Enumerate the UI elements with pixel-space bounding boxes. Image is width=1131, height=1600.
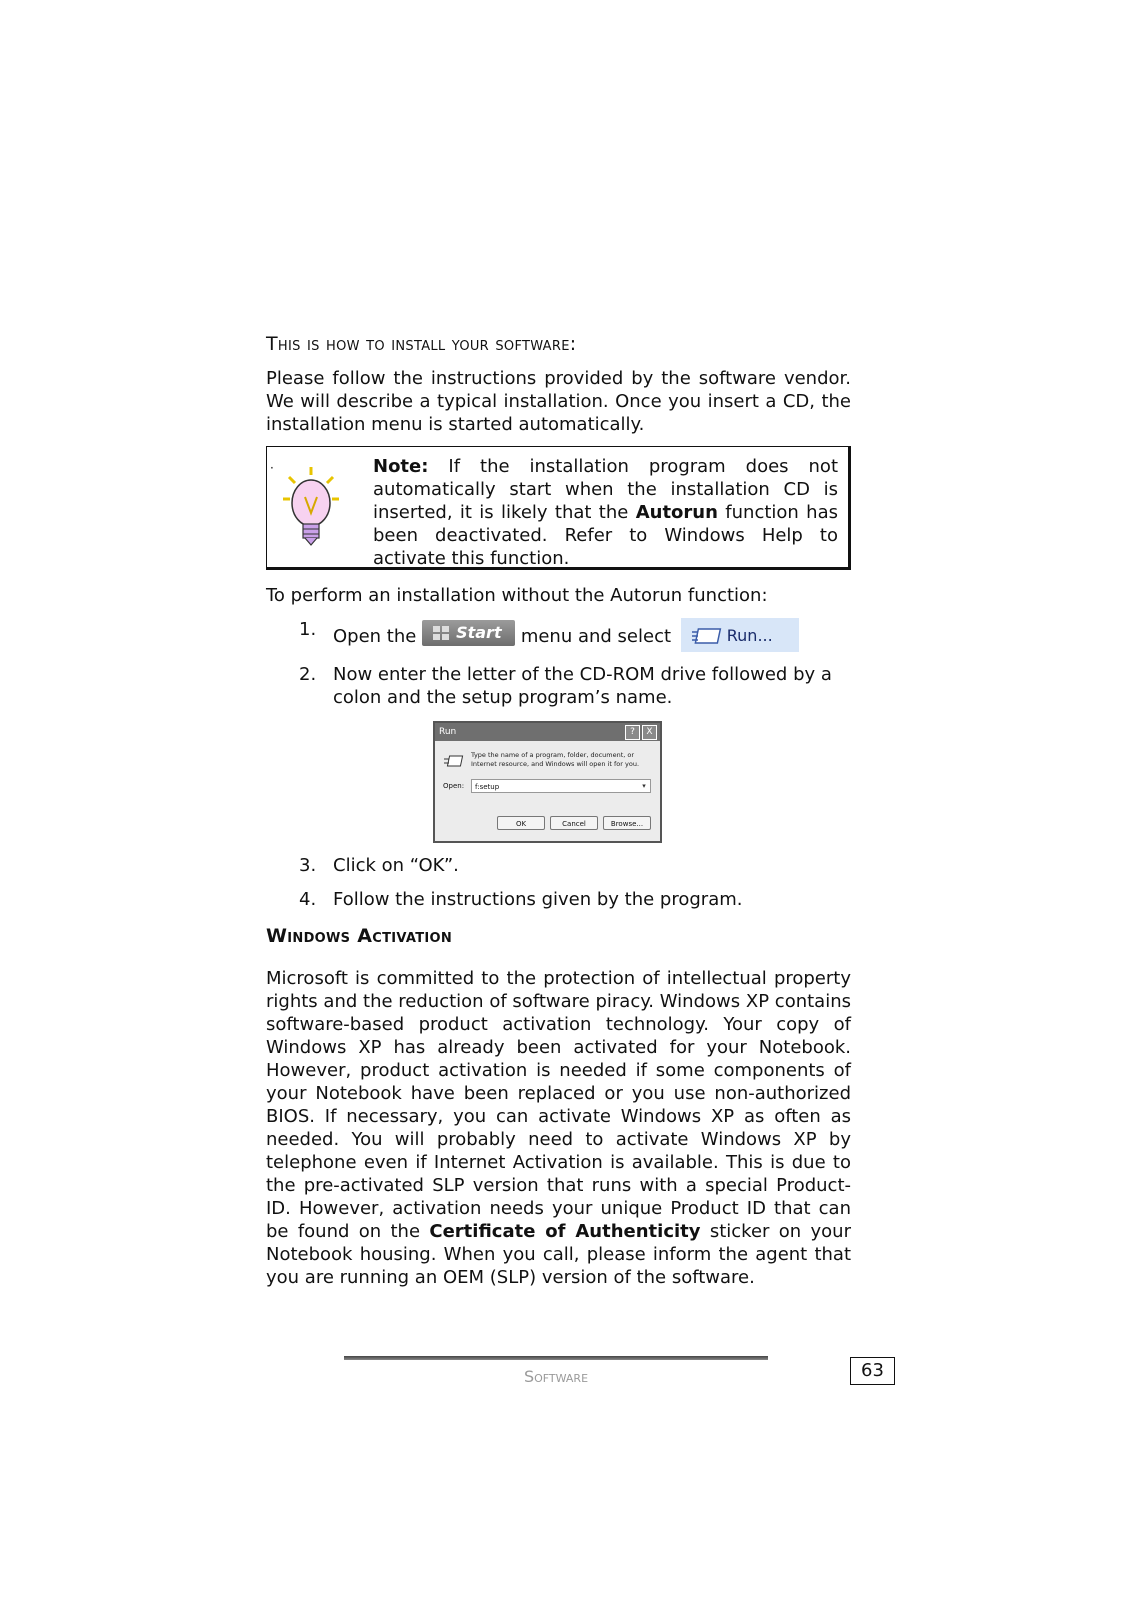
certificate-term: Certificate of Authenticity — [429, 1221, 701, 1242]
list-item: 1. Open the Start menu and select Run... — [266, 618, 851, 652]
dialog-description: Type the name of a program, folder, document, or Internet resource, and Windows will open it for you. — [471, 751, 640, 768]
note-label: Note: — [373, 456, 429, 477]
dialog-title: Run ? X — [435, 723, 660, 741]
run-menu-item-image: Run... — [681, 618, 799, 652]
cancel-button: Cancel — [550, 816, 598, 830]
note-box: · Note: If the installation program does not automatically start when the installation CD is inserted, it is likely that the Autorun function has been deactivated. Refer to Windows Help to activate this function. — [266, 446, 851, 570]
run-icon — [691, 626, 723, 646]
activation-paragraph: Microsoft is committed to the protection of intellectual property rights and the reduction of software piracy. Windows XP contains software-based product activation technology. Your copy of Windows XP has already been activated for your Notebook. However, product activation is needed if some components of your Notebook have been replaced or you use non-authorized BIOS. If necessary, you can activate Windows XP as often as needed. You will probably need to activate Windows XP by telephone even if Internet Activation is available. This is due to the pre-activated SLP version that runs with a special Product-ID. However, activation needs your unique Product ID that can be found on the Certificate of Authenticity sticker on your Notebook housing. When you call, please inform the agent that you are running an OEM (SLP) version of the software. — [266, 968, 851, 1288]
run-icon — [444, 754, 464, 768]
page-content — [266, 333, 851, 1289]
activation-heading: Windows Activation — [266, 925, 453, 947]
footer-rule — [344, 1356, 768, 1360]
list-item: 3. Click on “OK”. — [299, 855, 459, 876]
page-number: 63 — [850, 1357, 895, 1385]
list-item: 4. Follow the instructions given by the program. — [299, 889, 743, 910]
start-button-image: Start — [422, 620, 515, 646]
lightbulb-icon — [281, 465, 341, 555]
intro-paragraph: Please follow the instructions provided by the software vendor. We will describe a typical installation. Once you insert a CD, the installation menu is started automatically. — [266, 368, 851, 435]
close-icon: X — [642, 725, 657, 740]
ok-button: OK — [497, 816, 545, 830]
open-field: f:setup ▾ — [471, 779, 651, 793]
note-text: Note: If the installation program does not automatically start when the installation CD is inserted, it is likely that the Autorun function has been deactivated. Refer to Windows Help to activate this function. — [373, 456, 838, 569]
run-dialog-screenshot — [433, 721, 662, 843]
help-icon: ? — [625, 725, 640, 740]
browse-button: Browse... — [603, 816, 651, 830]
open-label: Open: — [443, 782, 465, 790]
section-heading: This is how to install your software: — [266, 333, 577, 355]
windows-flag-icon — [432, 625, 450, 641]
footer-section-label: Software — [523, 1367, 589, 1386]
chevron-down-icon: ▾ — [642, 782, 646, 790]
list-item: 2. Now enter the letter of the CD-ROM drive followed by a colon and the setup program’s name. — [299, 664, 832, 708]
autorun-term: Autorun — [635, 502, 718, 523]
autorun-instruction: To perform an installation without the Autorun function: — [266, 585, 768, 606]
